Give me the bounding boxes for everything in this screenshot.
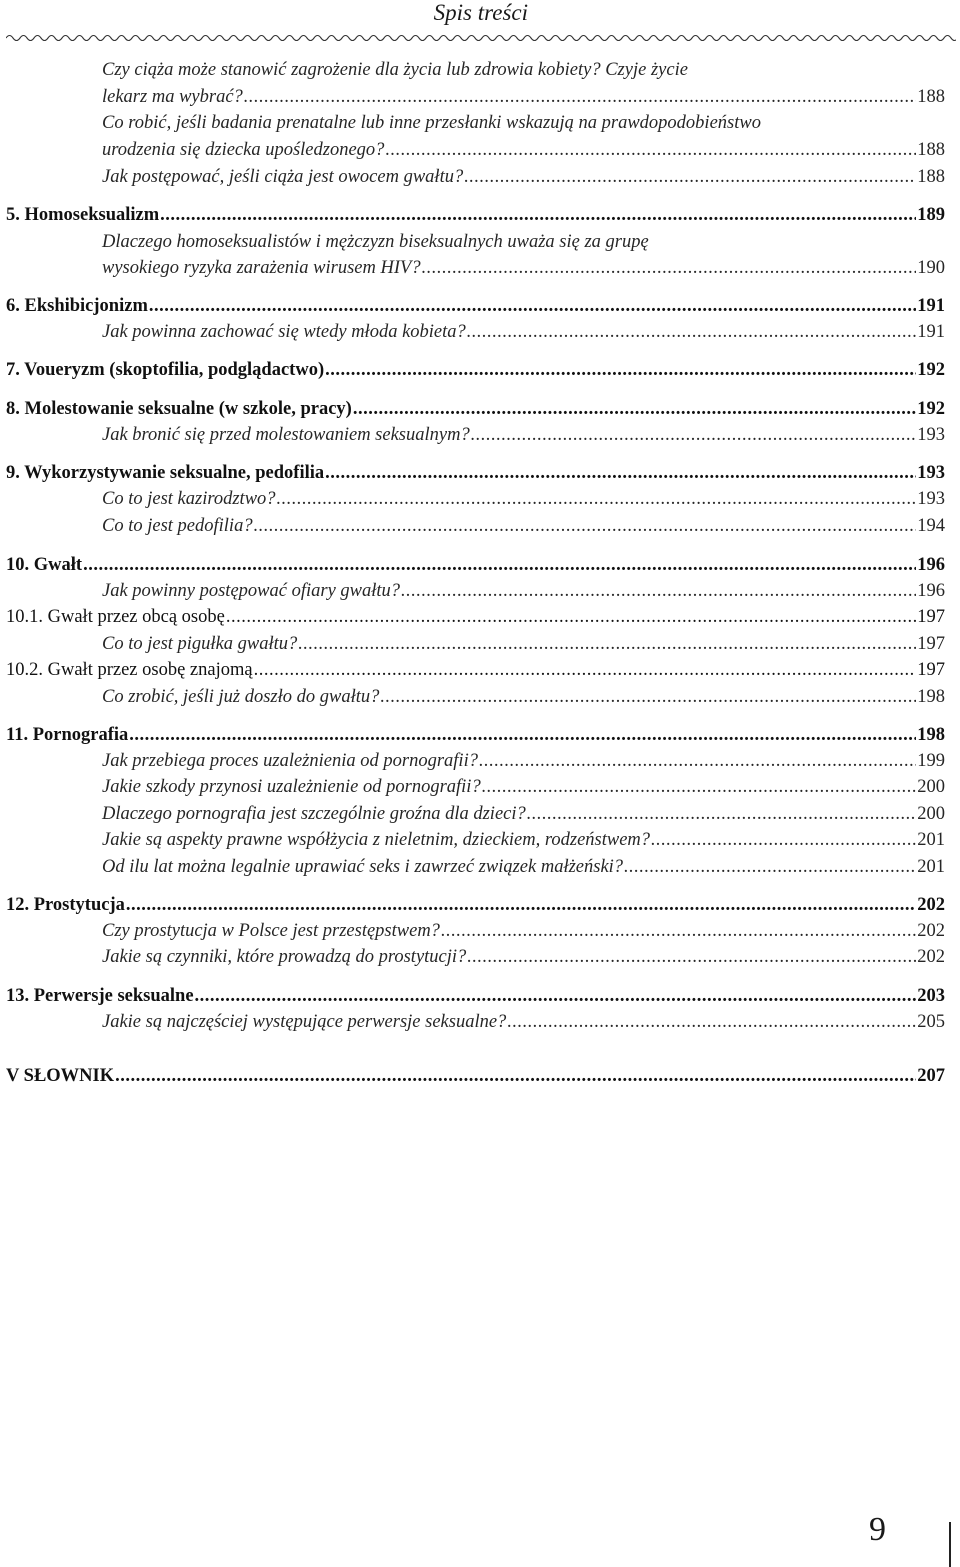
toc-page-number: 188 [917, 140, 945, 160]
toc-part-label: V SŁOWNIK [6, 1066, 115, 1086]
toc-page-number: 194 [917, 516, 945, 536]
toc-entry-label: Jak bronić się przed molestowaniem seksualnym? [102, 425, 470, 445]
dot-leader [149, 294, 916, 318]
toc-entry-label: Jakie szkody przynosi uzależnienie od pornografii? [102, 777, 481, 797]
toc-chapter-label: 7. Voueryzm (skoptofilia, podglądactwo) [6, 360, 325, 380]
toc-entry-label: Jakie są aspekty prawne współżycia z nieletnim, dzieckiem, rodzeństwem? [102, 830, 651, 850]
running-header-title: Spis treści [433, 0, 528, 25]
toc-section[interactable] [6, 658, 945, 682]
toc-chapter[interactable] [6, 461, 945, 485]
toc-chapter-label: 8. Molestowanie seksualne (w szkole, pracy) [6, 399, 352, 419]
toc-chapter[interactable] [6, 723, 945, 747]
toc-page-number: 192 [917, 360, 945, 380]
toc-section[interactable] [6, 605, 945, 629]
toc-entry-label: Dlaczego pornografia jest szczególnie groźna dla dzieci? [102, 804, 526, 824]
toc-page-number: 197 [917, 607, 945, 627]
toc-entry[interactable] [102, 256, 945, 280]
toc-chapter-label: 9. Wykorzystywanie seksualne, pedofilia [6, 463, 325, 483]
toc-entry[interactable] [102, 487, 945, 511]
toc-entry-label: Dlaczego homoseksualistów i mężczyzn biseksualnych uważa się za grupę [102, 232, 649, 252]
toc-page-number: 200 [917, 777, 945, 797]
page-edge-bar [949, 1522, 951, 1567]
toc-chapter[interactable] [6, 397, 945, 421]
toc-page-number: 197 [917, 634, 945, 654]
dot-leader [129, 723, 916, 747]
toc-entry[interactable] [102, 85, 945, 109]
toc-page-number: 207 [917, 1066, 945, 1086]
toc-entry-label: Jak powinna zachować się wtedy młoda kobieta? [102, 322, 466, 342]
toc-section-label: 10.2. Gwałt przez osobę znajomą [6, 660, 253, 680]
toc-entry[interactable] [102, 828, 945, 852]
dot-leader [482, 775, 917, 799]
toc-entry[interactable] [102, 749, 945, 773]
toc-page-number: 198 [917, 725, 945, 745]
page-number: 9 [869, 1511, 886, 1548]
toc-chapter[interactable] [6, 294, 945, 318]
toc-entry-label: Co zrobić, jeśli już doszło do gwałtu? [102, 687, 380, 707]
toc-entry-label: Co to jest pigułka gwałtu? [102, 634, 298, 654]
toc-page-number: 191 [917, 296, 945, 316]
dot-leader [244, 85, 916, 109]
dot-leader [422, 256, 917, 280]
dot-leader [464, 165, 916, 189]
toc-chapter[interactable] [6, 358, 945, 382]
toc-chapter-label: 12. Prostytucja [6, 895, 125, 915]
toc-entry-label: Jak powinny postępować ofiary gwałtu? [102, 581, 401, 601]
toc-page-number: 193 [917, 425, 945, 445]
toc-entry-label: Jak postępować, jeśli ciąża jest owocem gwałtu? [102, 167, 464, 187]
toc-entry[interactable] [102, 919, 945, 943]
dot-leader [479, 749, 916, 773]
dot-leader [467, 320, 916, 344]
toc-entry[interactable] [102, 165, 945, 189]
toc-entry[interactable] [102, 514, 945, 538]
toc-entry[interactable] [102, 579, 945, 603]
dot-leader [298, 632, 916, 656]
toc-entry-text [102, 111, 945, 135]
toc-page-number: 205 [917, 1012, 945, 1032]
dot-leader [507, 1010, 916, 1034]
toc-entry[interactable] [102, 945, 945, 969]
toc-chapter-label: 5. Homoseksualizm [6, 205, 160, 225]
toc-chapter[interactable] [6, 984, 945, 1008]
toc-entry[interactable] [102, 775, 945, 799]
dot-leader [385, 138, 916, 162]
dot-leader [353, 397, 916, 421]
dot-leader [441, 919, 916, 943]
dot-leader [527, 802, 916, 826]
dot-leader [651, 828, 916, 852]
toc-entry-label: lekarz ma wybrać? [102, 87, 243, 107]
toc-page-number: 188 [917, 167, 945, 187]
toc-chapter-label: 6. Ekshibicjonizm [6, 296, 148, 316]
dot-leader [254, 658, 917, 682]
toc-entry[interactable] [102, 423, 945, 447]
dot-leader [401, 579, 916, 603]
dot-leader [254, 514, 917, 538]
toc-page-number: 191 [917, 322, 945, 342]
dot-leader [325, 358, 916, 382]
toc-chapter-label: 10. Gwałt [6, 555, 83, 575]
toc-page-number: 203 [917, 986, 945, 1006]
toc-entry[interactable] [102, 320, 945, 344]
toc-entry[interactable] [102, 138, 945, 162]
toc-entry-label: Co to jest pedofilia? [102, 516, 253, 536]
toc-entry-label: Jak przebiega proces uzależnienia od pornografii? [102, 751, 478, 771]
toc-entry-label: Jakie są czynniki, które prowadzą do prostytucji? [102, 947, 467, 967]
toc-page-number: 196 [917, 581, 945, 601]
toc-chapter[interactable] [6, 203, 945, 227]
toc-page-number: 201 [917, 857, 945, 877]
toc-page-number: 202 [917, 921, 945, 941]
dot-leader [115, 1064, 916, 1088]
toc-section-label: 10.1. Gwałt przez obcą osobę [6, 607, 225, 627]
toc-entry-label: Jakie są najczęściej występujące perwersje seksualne? [102, 1012, 507, 1032]
toc-page-number: 201 [917, 830, 945, 850]
toc-entry[interactable] [102, 855, 945, 879]
toc-part[interactable] [6, 1064, 945, 1088]
dot-leader [467, 945, 916, 969]
toc-entry-text [102, 58, 945, 82]
toc-page-number: 193 [917, 489, 945, 509]
toc-page-number: 198 [917, 687, 945, 707]
toc-page-number: 199 [917, 751, 945, 771]
toc-entry[interactable] [102, 685, 945, 709]
toc-page-number: 190 [917, 258, 945, 278]
dot-leader [624, 855, 916, 879]
toc-page-number: 200 [917, 804, 945, 824]
dot-leader [277, 487, 917, 511]
dot-leader [126, 893, 916, 917]
toc-page-number: 188 [917, 87, 945, 107]
toc-page-number: 193 [917, 463, 945, 483]
toc-entry[interactable] [102, 1010, 945, 1034]
toc-page-number: 197 [917, 660, 945, 680]
dot-leader [226, 605, 916, 629]
toc-entry-label: urodzenia się dziecka upośledzonego? [102, 140, 385, 160]
toc-page-number: 196 [917, 555, 945, 575]
toc-chapter[interactable] [6, 893, 945, 917]
dot-leader [83, 553, 916, 577]
toc-chapter[interactable] [6, 553, 945, 577]
toc-entry-label: Co robić, jeśli badania prenatalne lub inne przesłanki wskazują na prawdopodobieństwo [102, 113, 761, 133]
dot-leader [471, 423, 917, 447]
toc-page-number: 189 [917, 205, 945, 225]
toc-page-number: 202 [917, 947, 945, 967]
toc-page-number: 202 [917, 895, 945, 915]
dot-leader [195, 984, 917, 1008]
toc-entry-text [102, 230, 945, 254]
toc-entry-label: Od ilu lat można legalnie uprawiać seks i zawrzeć związek małżeński? [102, 857, 624, 877]
dot-leader [325, 461, 916, 485]
toc-page-number: 192 [917, 399, 945, 419]
toc-entry-label: Czy prostytucja w Polsce jest przestępstwem? [102, 921, 440, 941]
dot-leader [160, 203, 916, 227]
toc-entry[interactable] [102, 632, 945, 656]
toc-entry-label: Czy ciąża może stanowić zagrożenie dla życia lub zdrowia kobiety? Czyje życie [102, 60, 688, 80]
toc-entry-label: wysokiego ryzyka zarażenia wirusem HIV? [102, 258, 421, 278]
toc-entry[interactable] [102, 802, 945, 826]
dot-leader [380, 685, 916, 709]
toc-chapter-label: 13. Perwersje seksualne [6, 986, 194, 1006]
toc-entry-label: Co to jest kazirodztwo? [102, 489, 276, 509]
toc-chapter-label: 11. Pornografia [6, 725, 129, 745]
